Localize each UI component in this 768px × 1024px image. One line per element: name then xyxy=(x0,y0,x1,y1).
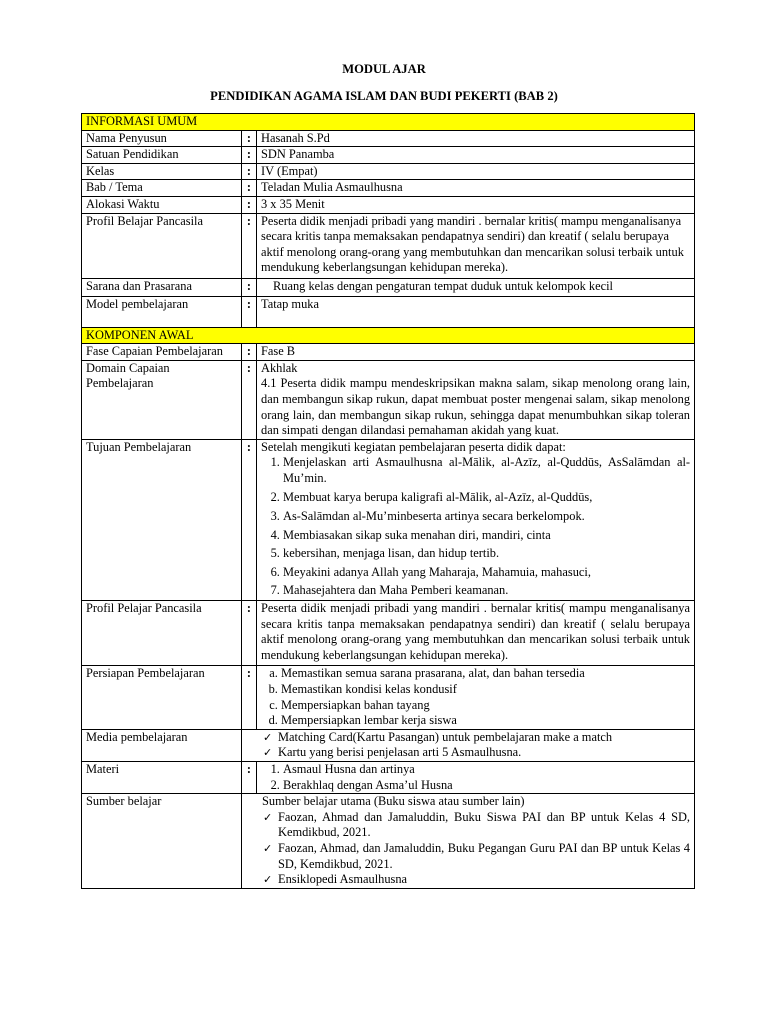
list-item: 2. Berakhlaq dengan Asma’ul Husna xyxy=(283,778,690,794)
list-item: c. Mempersiapkan bahan tayang xyxy=(281,698,690,714)
list-item: 7. Mahasejahtera dan Maha Pemberi keamanan. xyxy=(283,583,690,599)
section-komponen-awal xyxy=(82,327,695,344)
list-item: 6. Meyakini adanya Allah yang Maharaja, Mahamuia, mahasuci, xyxy=(283,565,690,581)
row-model-pembelajaran xyxy=(82,296,695,327)
row-label: Materi xyxy=(82,761,242,793)
colon: : xyxy=(242,360,257,439)
colon: : xyxy=(242,278,257,296)
persiapan-list xyxy=(257,666,690,728)
row-value: Tatap muka xyxy=(257,296,695,327)
row-domain-capaian xyxy=(82,360,695,439)
module-table xyxy=(81,113,695,889)
row-label: Domain Capaian Pembelajaran xyxy=(82,360,242,439)
list-item: ✓ Matching Card(Kartu Pasangan) untuk pembelajaran make a match xyxy=(278,730,690,746)
list-item: ✓ Faozan, Ahmad, dan Jamaluddin, Buku Pegangan Guru PAI dan BP untuk Kelas 4 SD, Kemdikbud, 2021. xyxy=(278,841,690,872)
row-value xyxy=(257,666,695,729)
row-bab-tema xyxy=(82,180,695,197)
colon: : xyxy=(242,147,257,164)
colon: : xyxy=(242,163,257,180)
row-value xyxy=(242,794,695,889)
row-label: Profil Belajar Pancasila xyxy=(82,213,242,278)
colon: : xyxy=(242,601,257,666)
list-item: b. Memastikan kondisi kelas kondusif xyxy=(281,682,690,698)
row-kelas xyxy=(82,163,695,180)
list-item: ✓ Kartu yang berisi penjelasan arti 5 Asmaulhusna. xyxy=(278,745,690,761)
colon: : xyxy=(242,761,257,793)
row-label: Model pembelajaran xyxy=(82,296,242,327)
row-profil-pelajar xyxy=(82,601,695,666)
colon: : xyxy=(242,180,257,197)
sarana-text: Ruang kelas dengan pengaturan tempat duduk untuk kelompok kecil xyxy=(273,278,613,293)
row-label: Alokasi Waktu xyxy=(82,196,242,213)
row-label: Profil Pelajar Pancasila xyxy=(82,601,242,666)
colon: : xyxy=(242,666,257,729)
media-list xyxy=(262,730,690,761)
list-item: 2. Membuat karya berupa kaligrafi al-Mālik, al-Azīz, al-Quddūs, xyxy=(283,490,690,506)
row-label: Satuan Pendidikan xyxy=(82,147,242,164)
row-value: SDN Panamba xyxy=(257,147,695,164)
colon: : xyxy=(242,196,257,213)
row-fase-capaian xyxy=(82,344,695,361)
row-media-pembelajaran xyxy=(82,729,695,761)
row-value xyxy=(257,278,695,296)
section-header: KOMPONEN AWAL xyxy=(82,327,695,344)
list-item: d. Mempersiapkan lembar kerja siswa xyxy=(281,713,690,729)
row-sumber-belajar xyxy=(82,794,695,889)
list-item: 3. As-Salāmdan al-Mu’minbeserta artinya secara berkelompok. xyxy=(283,509,690,525)
row-label: Nama Penyusun xyxy=(82,130,242,147)
row-value: Peserta didik menjadi pribadi yang mandiri . bernalar kritis( mampu menganalisanya secara kritis tanpa memaksakan pendapatnya sendiri) dan kreatif ( selalu berupaya aktif menolong orang-orang yang membutuhkan dan mencarikan solusi terbaik untuk mendukung keberlangsungan kehidupan mereka). xyxy=(257,213,695,278)
row-value xyxy=(257,761,695,793)
row-value: Peserta didik menjadi pribadi yang mandiri . bernalar kritis( mampu menganalisanya secara kritis tanpa memaksakan pendapatnya sendiri) dan kreatif ( selalu berupaya aktif menolong orang-orang yang membutuhkan dan mencarikan solusi terbaik untuk mendukung keberlangsungan kehidupan mereka). xyxy=(257,601,695,666)
module-subtitle: PENDIDIKAN AGAMA ISLAM DAN BUDI PEKERTI (BAB 2) xyxy=(210,89,558,103)
list-item: a. Memastikan semua sarana prasarana, alat, dan bahan tersedia xyxy=(281,666,690,682)
row-label: Bab / Tema xyxy=(82,180,242,197)
section-informasi-umum xyxy=(82,114,695,131)
module-title: MODUL AJAR xyxy=(342,62,426,76)
sumber-list xyxy=(262,810,690,888)
list-item: 1. Asmaul Husna dan artinya xyxy=(283,762,690,778)
colon: : xyxy=(242,439,257,600)
list-item: ✓ Ensiklopedi Asmaulhusna xyxy=(278,872,690,888)
row-value: IV (Empat) xyxy=(257,163,695,180)
domain-text: 4.1 Peserta didik mampu mendeskripsikan makna salam, sikap menolong orang lain, dan membangun sikap rukun, dapat membuat poster mengenai salam, sikap menolong orang lain, dan membangun sikap rukun, sehingga dapat menumbuhkan sikap toleran dan simpati dengan dilandasi pemahaman akidah yang kuat. xyxy=(261,376,691,438)
list-item: 5. kebersihan, menjaga lisan, dan hidup tertib. xyxy=(283,546,690,562)
tujuan-intro: Setelah mengikuti kegiatan pembelajaran peserta didik dapat: xyxy=(261,439,566,454)
row-persiapan-pembelajaran xyxy=(82,666,695,729)
list-item: 1. Menjelaskan arti Asmaulhusna al-Mālik, al-Azīz, al-Quddūs, AsSalāmdan al-Mu’min. xyxy=(283,455,690,486)
row-value: 3 x 35 Menit xyxy=(257,196,695,213)
row-label: Tujuan Pembelajaran xyxy=(82,439,242,600)
row-profil-belajar xyxy=(82,213,695,278)
list-item: 4. Membiasakan sikap suka menahan diri, mandiri, cinta xyxy=(283,528,690,544)
colon: : xyxy=(242,213,257,278)
row-label: Sarana dan Prasarana xyxy=(82,278,242,296)
row-label: Fase Capaian Pembelajaran xyxy=(82,344,242,361)
section-header: INFORMASI UMUM xyxy=(82,114,695,131)
row-label: Sumber belajar xyxy=(82,794,242,889)
row-value xyxy=(257,360,695,439)
row-value xyxy=(257,439,695,600)
domain-title: Akhlak xyxy=(261,360,298,375)
row-sarana-prasarana xyxy=(82,278,695,296)
row-nama-penyusun xyxy=(82,130,695,147)
sumber-intro: Sumber belajar utama (Buku siswa atau sumber lain) xyxy=(262,794,525,809)
row-value: Teladan Mulia Asmaulhusna xyxy=(257,180,695,197)
row-value: Fase B xyxy=(257,344,695,361)
row-tujuan-pembelajaran xyxy=(82,439,695,600)
row-label: Media pembelajaran xyxy=(82,729,242,761)
list-item: ✓ Faozan, Ahmad dan Jamaluddin, Buku Siswa PAI dan BP untuk Kelas 4 SD, Kemdikbud, 2021. xyxy=(278,810,690,841)
row-alokasi-waktu xyxy=(82,196,695,213)
row-value xyxy=(242,729,695,761)
colon: : xyxy=(242,296,257,327)
row-label: Kelas xyxy=(82,163,242,180)
row-materi xyxy=(82,761,695,793)
row-label: Persiapan Pembelajaran xyxy=(82,666,242,729)
row-value: Hasanah S.Pd xyxy=(257,130,695,147)
colon: : xyxy=(242,344,257,361)
row-satuan-pendidikan xyxy=(82,147,695,164)
colon: : xyxy=(242,130,257,147)
materi-list xyxy=(261,762,690,793)
tujuan-list xyxy=(261,455,690,599)
